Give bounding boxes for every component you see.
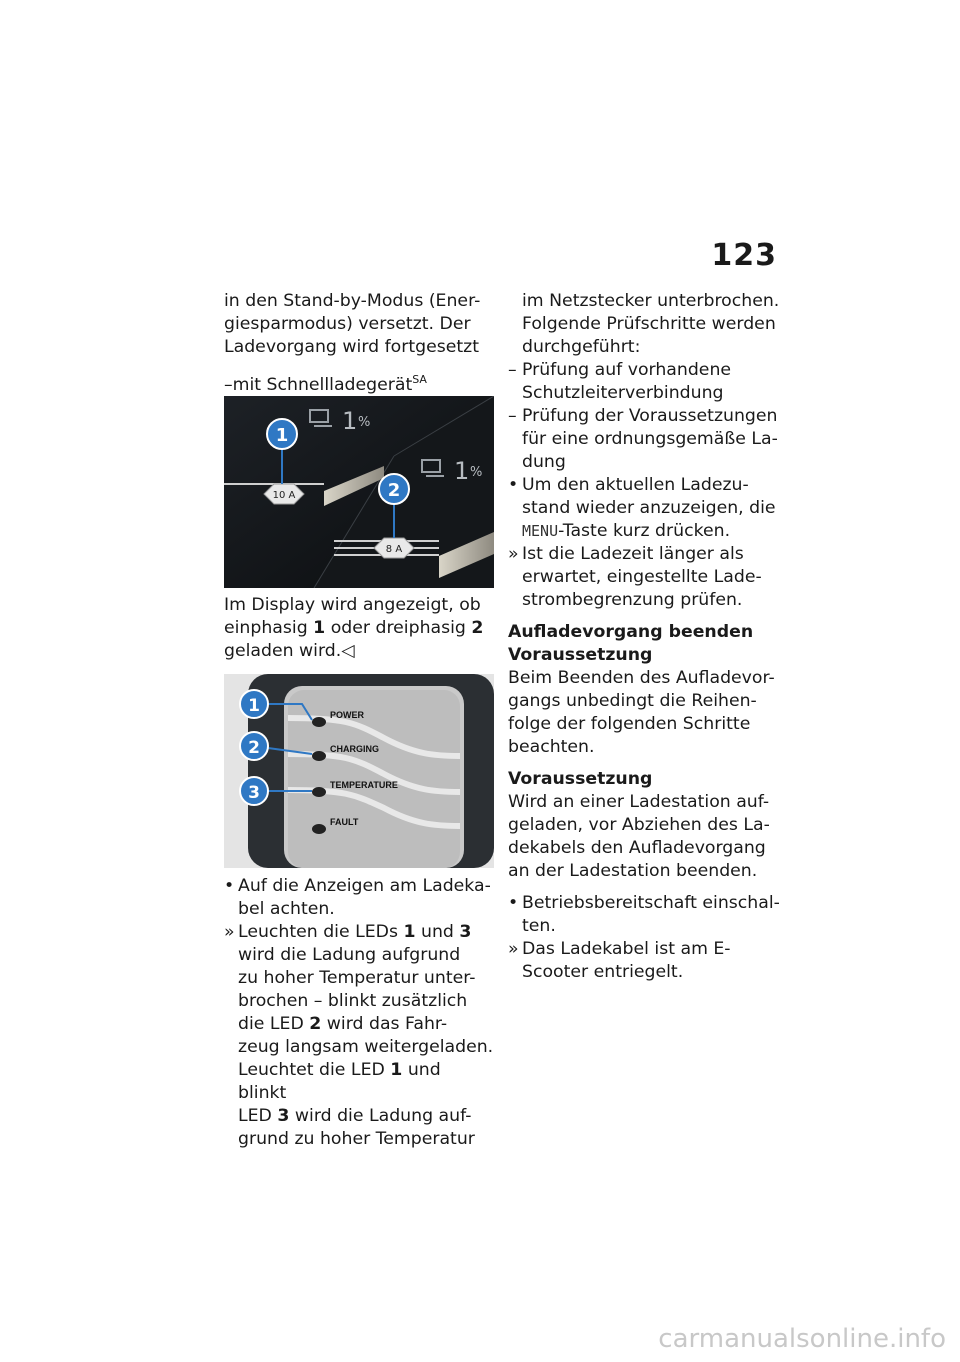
charger-led-figure — [224, 674, 494, 868]
callout-1-label: 1 — [275, 425, 289, 446]
intro-paragraph: in den Stand-by-Modus (Ener- giesparmodus) versetzt. Der Ladevorgang wird fortgesetzt — [224, 291, 481, 357]
percent-value-2: 1 — [454, 457, 470, 485]
end-paragraph: Beim Beenden des Aufladevor- gangs unbedingt die Reihen- folge der folgenden Schritte beachten. — [508, 668, 775, 757]
led-panel-illustration — [224, 674, 494, 868]
sa-marker: SA — [412, 373, 427, 386]
continued-text: im Netzstecker unterbrochen. Folgende Prüfschritte werden durchgeführt: — [522, 291, 780, 357]
result-marker: » — [508, 939, 519, 959]
led-callout-1-label: 1 — [248, 696, 260, 716]
led-instructions — [224, 875, 494, 1151]
dash-marker: – — [508, 406, 517, 426]
list-item: – Prüfung der Voraussetzungen für eine ordnungsgemäße La- dung — [508, 406, 778, 472]
menu-key: MENU — [522, 522, 559, 540]
led-label-charging: CHARGING — [330, 744, 379, 754]
bullet-marker: • — [224, 876, 235, 896]
amp-label-2: 8 A — [385, 544, 403, 555]
list-item: • Betriebsbereitschaft einschal- ten. — [508, 893, 780, 936]
bullet-marker: • — [508, 475, 519, 495]
led-label-fault: FAULT — [330, 817, 359, 827]
list-item: • Um den aktuellen Ladezu- stand wieder anzuzeigen, die MENU-Taste kurz drücken. — [508, 475, 776, 541]
bullet-marker: • — [508, 893, 519, 913]
precondition-heading: Voraussetzung — [508, 645, 653, 665]
station-paragraph: Wird an einer Ladestation auf- geladen, vor Abziehen des La- dekabels den Aufladevorgang an der Ladestation beenden. — [508, 792, 770, 881]
display-figure — [224, 396, 494, 588]
display-illustration — [224, 396, 494, 588]
list-item: » Ist die Ladezeit länger als erwartet, eingestellte Lade- strombegrenzung prüfen. — [508, 544, 762, 610]
list-item: • Auf die Anzeigen am Ladeka- bel achten. — [224, 876, 491, 919]
percent-sign-1: % — [358, 415, 371, 430]
led-callout-3-label: 3 — [248, 783, 260, 803]
result-marker: » — [224, 922, 235, 942]
led-label-power: POWER — [330, 710, 365, 720]
led-callout-2-label: 2 — [248, 738, 260, 758]
left-column — [224, 290, 494, 397]
page-number: 123 — [711, 238, 777, 273]
list-item: – Prüfung auf vorhandene Schutzleiterverbindung — [508, 360, 732, 403]
callout-2-label: 2 — [387, 480, 401, 501]
led-label-temperature: TEMPERATURE — [330, 780, 398, 790]
right-column — [508, 290, 780, 984]
percent-sign-2: % — [470, 465, 483, 480]
precondition-heading-2: Voraussetzung — [508, 769, 653, 789]
fast-charger-line: –mit Schnellladegerät$^{SA}$ — [224, 373, 427, 395]
list-item: » Das Ladekabel ist am E- Scooter entriegelt. — [508, 939, 731, 982]
display-caption — [224, 594, 494, 663]
dash-marker: – — [508, 360, 517, 380]
list-item: » Leuchten die LEDs 1 und 3 wird die Ladung aufgrund zu hoher Temperatur unter- brochen – blinkt zusätzlich die LED 2 wird das Fahr- zeug langsam weitergeladen. Leuchtet die LED 1 und blinkt LED 3 wird die Ladung auf- grund zu hoher Temperatur — [224, 922, 494, 1149]
section-heading: Aufladevorgang beenden — [508, 622, 754, 642]
amp-label-1: 10 A — [272, 490, 296, 501]
display-paragraph: Im Display wird angezeigt, ob einphasig 1 oder dreiphasig 2 geladen wird.◁ — [224, 595, 484, 661]
percent-value-1: 1 — [342, 407, 358, 435]
result-marker: » — [508, 544, 519, 564]
watermark: carmanualsonline.info — [658, 1324, 946, 1354]
